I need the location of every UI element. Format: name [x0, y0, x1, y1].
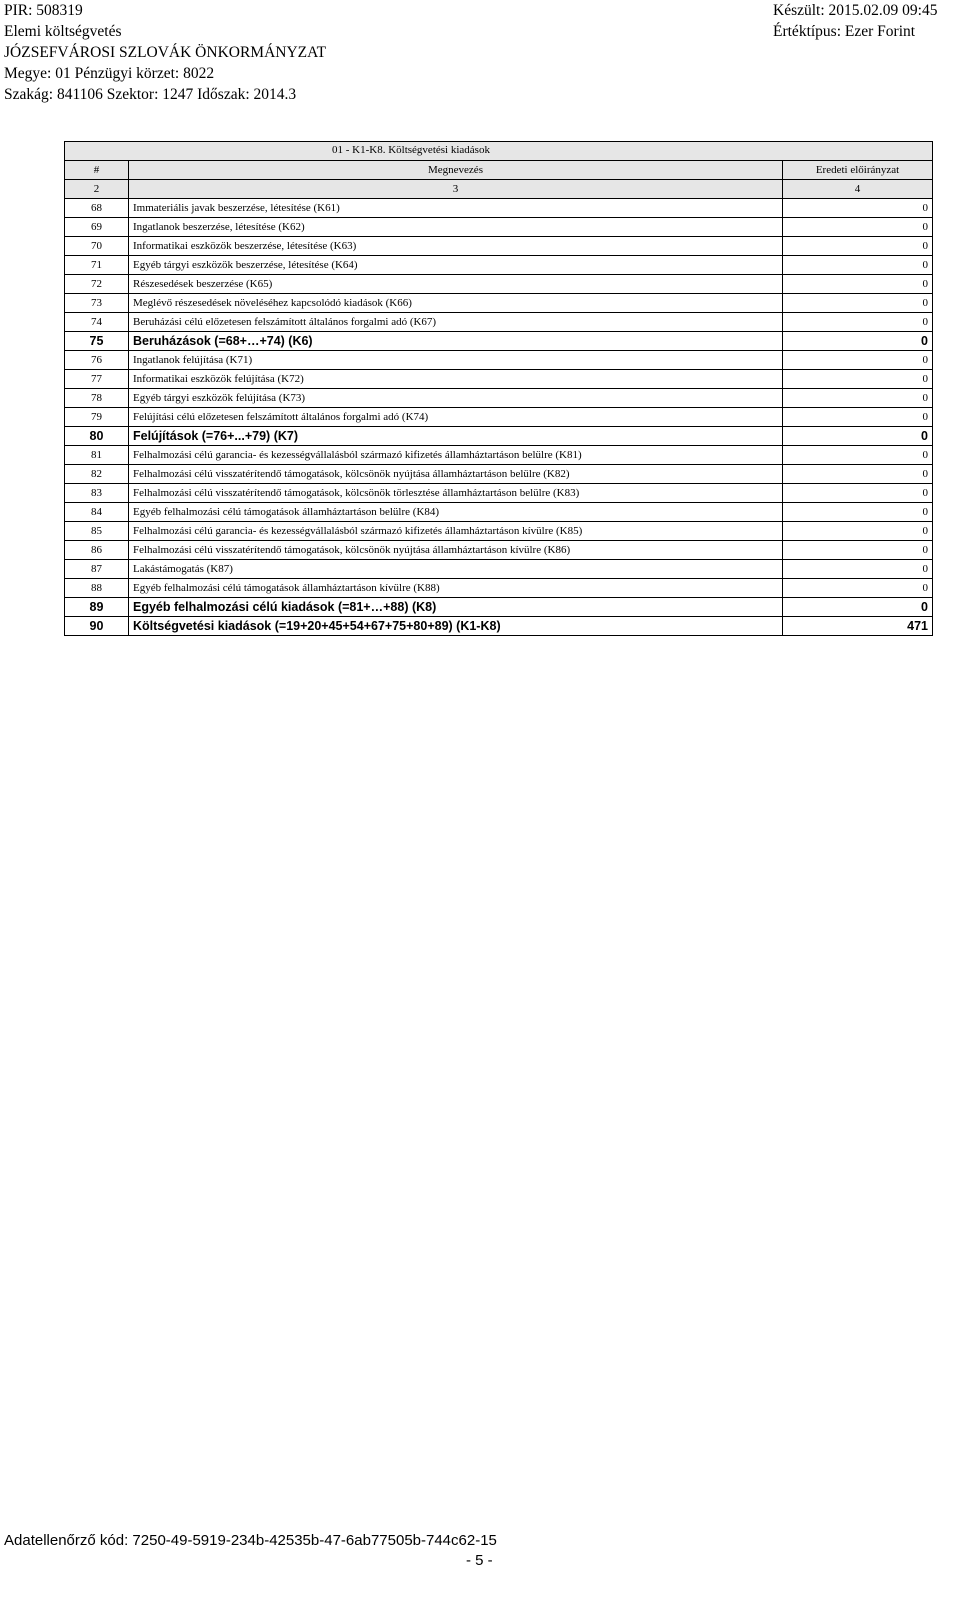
row-value: 0 — [783, 579, 933, 598]
column-number-num: 2 — [65, 180, 129, 199]
row-value: 0 — [783, 522, 933, 541]
row-number: 73 — [65, 294, 129, 313]
row-name: Egyéb tárgyi eszközök felújítása (K73) — [129, 389, 783, 408]
row-value: 0 — [783, 237, 933, 256]
row-name: Egyéb felhalmozási célú kiadások (=81+…+88) (K8) — [129, 598, 783, 617]
report-header-right — [773, 0, 937, 42]
row-value: 0 — [783, 332, 933, 351]
table-row — [65, 256, 933, 275]
row-number: 75 — [65, 332, 129, 351]
table-row — [65, 218, 933, 237]
row-name: Immateriális javak beszerzése, létesítése (K61) — [129, 199, 783, 218]
row-name: Ingatlanok beszerzése, létesítése (K62) — [129, 218, 783, 237]
row-number: 70 — [65, 237, 129, 256]
column-header-value: Eredeti előirányzat — [783, 161, 933, 180]
row-name: Egyéb felhalmozási célú támogatások államháztartáson kívülre (K88) — [129, 579, 783, 598]
row-value: 0 — [783, 503, 933, 522]
row-value: 0 — [783, 446, 933, 465]
table-row — [65, 313, 933, 332]
row-number: 83 — [65, 484, 129, 503]
row-value: 0 — [783, 275, 933, 294]
row-value: 0 — [783, 370, 933, 389]
row-number: 71 — [65, 256, 129, 275]
column-header-row — [65, 161, 933, 180]
column-header-name: Megnevezés — [129, 161, 783, 180]
row-number: 81 — [65, 446, 129, 465]
row-number: 76 — [65, 351, 129, 370]
row-name: Informatikai eszközök beszerzése, létesítése (K63) — [129, 237, 783, 256]
table-row — [65, 199, 933, 218]
row-name: Felhalmozási célú garancia- és kezességvállalásból származó kifizetés államháztartáson belülre (K81) — [129, 446, 783, 465]
table-row — [65, 446, 933, 465]
table-row — [65, 503, 933, 522]
sector-period: Szakág: 841106 Szektor: 1247 Időszak: 2014.3 — [4, 86, 297, 103]
row-name: Meglévő részesedések növeléséhez kapcsolódó kiadások (K66) — [129, 294, 783, 313]
row-number: 87 — [65, 560, 129, 579]
row-value: 0 — [783, 218, 933, 237]
table-row — [65, 541, 933, 560]
row-value: 0 — [783, 541, 933, 560]
column-number-name: 3 — [129, 180, 783, 199]
row-name: Beruházások (=68+…+74) (K6) — [129, 332, 783, 351]
row-number: 84 — [65, 503, 129, 522]
row-name: Felújítások (=76+...+79) (K7) — [129, 427, 783, 446]
row-value: 0 — [783, 560, 933, 579]
row-name: Költségvetési kiadások (=19+20+45+54+67+75+80+89) (K1-K8) — [129, 617, 783, 636]
row-value: 0 — [783, 598, 933, 617]
pir-number: PIR: 508319 — [4, 2, 83, 19]
row-name: Ingatlanok felújítása (K71) — [129, 351, 783, 370]
table-row — [65, 294, 933, 313]
table-row — [65, 275, 933, 294]
county-district: Megye: 01 Pénzügyi körzet: 8022 — [4, 65, 215, 82]
row-number: 88 — [65, 579, 129, 598]
row-number: 82 — [65, 465, 129, 484]
table-row — [65, 522, 933, 541]
row-value: 0 — [783, 484, 933, 503]
row-number: 79 — [65, 408, 129, 427]
row-number: 68 — [65, 199, 129, 218]
row-value: 0 — [783, 256, 933, 275]
row-value: 0 — [783, 313, 933, 332]
row-number: 78 — [65, 389, 129, 408]
table-title — [65, 142, 933, 161]
row-number: 90 — [65, 617, 129, 636]
table-row — [65, 579, 933, 598]
row-number: 72 — [65, 275, 129, 294]
row-number: 86 — [65, 541, 129, 560]
table-row — [65, 427, 933, 446]
row-name: Egyéb felhalmozási célú támogatások államháztartáson belülre (K84) — [129, 503, 783, 522]
organization-name: JÓZSEFVÁROSI SZLOVÁK ÖNKORMÁNYZAT — [4, 44, 327, 61]
table-row — [65, 484, 933, 503]
row-value: 471 — [783, 617, 933, 636]
row-name: Informatikai eszközök felújítása (K72) — [129, 370, 783, 389]
row-number: 80 — [65, 427, 129, 446]
row-value: 0 — [783, 351, 933, 370]
report-header-left — [4, 0, 326, 105]
row-number: 89 — [65, 598, 129, 617]
table-row — [65, 598, 933, 617]
row-name: Beruházási célú előzetesen felszámított általános forgalmi adó (K67) — [129, 313, 783, 332]
table-row — [65, 465, 933, 484]
row-name: Lakástámogatás (K87) — [129, 560, 783, 579]
table-title-text: 01 - K1-K8. Költségvetési kiadások — [332, 144, 490, 156]
table-row — [65, 408, 933, 427]
row-name: Egyéb tárgyi eszközök beszerzése, létesítése (K64) — [129, 256, 783, 275]
table-row — [65, 237, 933, 256]
table-row — [65, 370, 933, 389]
budget-table — [64, 141, 933, 636]
table-row — [65, 351, 933, 370]
row-name: Felhalmozási célú visszatérítendő támogatások, kölcsönök nyújtása államháztartáson belülre (K82) — [129, 465, 783, 484]
column-header-num: # — [65, 161, 129, 180]
column-number-value: 4 — [783, 180, 933, 199]
column-number-row — [65, 180, 933, 199]
row-value: 0 — [783, 389, 933, 408]
value-type: Értéktípus: Ezer Forint — [773, 23, 916, 40]
row-number: 77 — [65, 370, 129, 389]
row-value: 0 — [783, 408, 933, 427]
table-row — [65, 389, 933, 408]
report-type: Elemi költségvetés — [4, 23, 122, 40]
row-value: 0 — [783, 465, 933, 484]
table-title-row — [65, 142, 933, 161]
row-number: 74 — [65, 313, 129, 332]
row-name: Felhalmozási célú visszatérítendő támogatások, kölcsönök nyújtása államháztartáson kívülre (K86) — [129, 541, 783, 560]
row-name: Felhalmozási célú garancia- és kezességvállalásból származó kifizetés államháztartáson kívülre (K85) — [129, 522, 783, 541]
table-row — [65, 560, 933, 579]
row-value: 0 — [783, 427, 933, 446]
validation-code: Adatellenőrző kód: 7250-49-5919-234b-42535b-47-6ab77505b-744c62-15 — [4, 1532, 497, 1549]
created-timestamp: Készült: 2015.02.09 09:45 — [773, 2, 938, 19]
row-name: Részesedések beszerzése (K65) — [129, 275, 783, 294]
row-number: 69 — [65, 218, 129, 237]
row-value: 0 — [783, 199, 933, 218]
row-name: Felhalmozási célú visszatérítendő támogatások, kölcsönök törlesztése államháztartáson belülre (K83) — [129, 484, 783, 503]
page-number: - 5 - — [466, 1552, 493, 1569]
row-number: 85 — [65, 522, 129, 541]
table-row — [65, 617, 933, 636]
row-value: 0 — [783, 294, 933, 313]
table-row — [65, 332, 933, 351]
row-name: Felújítási célú előzetesen felszámított általános forgalmi adó (K74) — [129, 408, 783, 427]
